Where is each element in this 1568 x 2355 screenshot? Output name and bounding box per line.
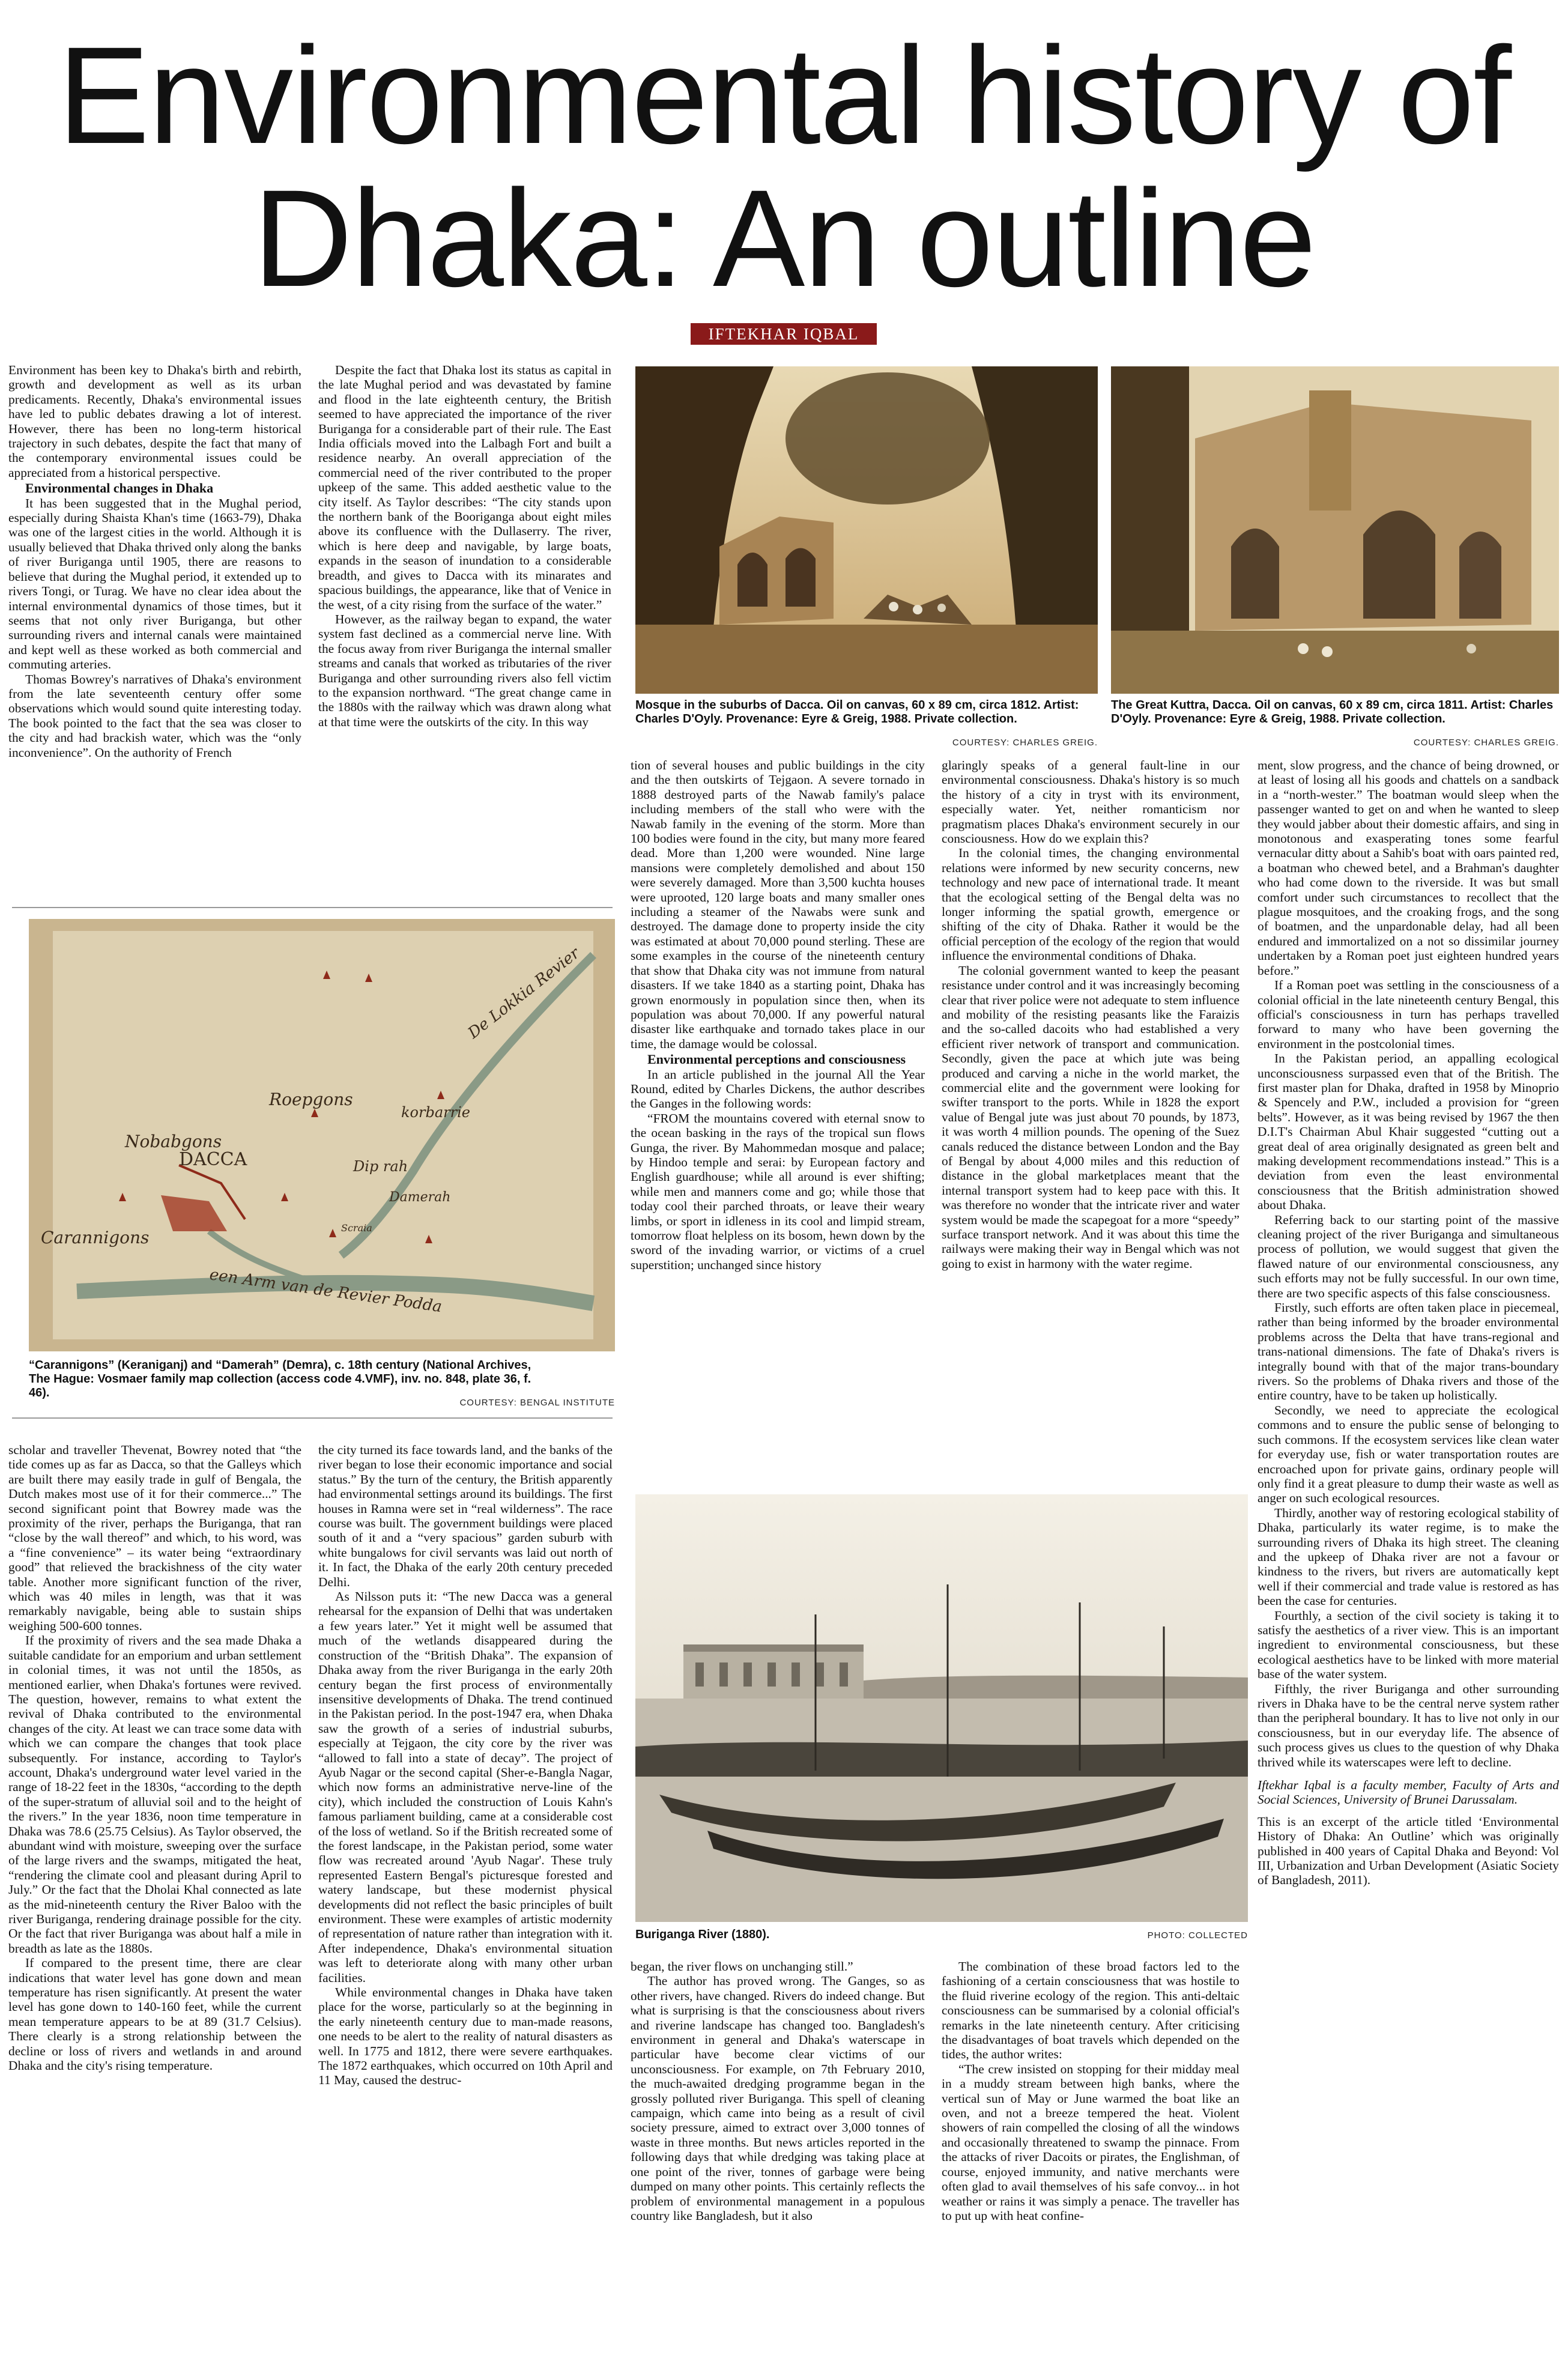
paragraph: Thomas Bowrey's narratives of Dhaka's environment from the late seventeenth century offer some observations which would sound quite interesting today. The book pointed to the fact that the sea was closer to the city and had brackish water, which was the “only inconvenience”. On the authority of French — [8, 671, 301, 760]
map-label-roepgons: Roepgons — [269, 1090, 353, 1109]
headline-line-1: Environmental history of — [57, 18, 1511, 172]
kuttra-caption: The Great Kuttra, Dacca. Oil on canvas, 60 x 89 cm, circa 1811. Artist: Charles D'Oyly. Provenance: Eyre & Greig, 1988. Private collection. — [1111, 699, 1554, 726]
author-bio: Iftekhar Iqbal is a faculty member, Faculty of Arts and Social Sciences, University of Brunei Darussalam. — [1258, 1778, 1559, 1807]
paragraph: Fifthly, the river Buriganga and other surrounding rivers in Dhaka have to be the central nerve system rather than the peripheral boundary. It has to live not only in our consciousness, but in our everyday life. The absence of such process gives us clues to the question of why Dhaka thrived while its waterscapes were left to decline. — [1258, 1681, 1559, 1769]
map-label-arm: een Arm van de Revier Podda — [208, 1265, 443, 1317]
buriganga-photo — [635, 1494, 1248, 1922]
paragraph: If a Roman poet was settling in the consciousness of a colonial official in the late nineteenth century Bengal, this official's consciousness in turn has perhaps travelled forward to many who have been governing the environment in the postcolonial times. — [1258, 978, 1559, 1051]
excerpt-note: This is an excerpt of the article titled ‘Environmental History of Dhaka: An Outline’ which was originally published in 400 years of Capital Dhaka and Beyond: Vol III, Urbanization and Urban Development (Asiatic Society of Bangladesh, 2011). — [1258, 1814, 1559, 1888]
paragraph: “FROM the mountains covered with eternal snow to the ocean basking in the rays of the tropical sun flows Gunga, the river. By Mahommedan mosque and palace; by Hindoo temple and serai: by European factory and English guardhouse; while all around is ever shifting; while men and manners come and go; while those that today cool their parched throats, or leave their weary limbs, or sport in idleness in its cool and limpid stream, tomorrow float helpless on its bosom, hewn down by the sword of the invading warrior, or victims of a cruel superstition; unchanged since history — [631, 1111, 925, 1272]
paragraph: Firstly, such efforts are often taken place in piecemeal, rather than being informed by the broader environmental problems across the Delta that have trans-regional and trans-national dimensions. The fate of Dhaka's rivers is integrally bound with that of the major trans-boundary rivers. So the problems of Dhaka rivers and those of the entire country, have to be taken up holistically. — [1258, 1300, 1559, 1403]
paragraph: tion of several houses and public buildings in the city and the then outskirts of Tejgaon. A severe tornado in 1888 destroyed parts of the Nawab family's palace including members of the stall who were with the Nawab family in the evening of the storm. More than 100 bodies were found in the city, but many more feared dead. More than 1,200 were wounded. Nine large mansions were completely demolished and about 150 were severely damaged. More than 3,500 kuchta houses were uprooted, 120 large boats and many smaller ones including a steamer of the Nawabs were sunk and destroyed. The damage done to property inside the city was estimated at about 70,000 pound sterling. These are some examples in the course of the nineteenth century that show that Dhaka city was not immune from natural disasters. If we take 1840 as a starting point, Dhaka has grown enormously in population since then, when its population was about 70,000. If any powerful natural disaster like earthquake and tornado takes place in our time, the damage would be colossal. — [631, 758, 925, 1051]
paragraph: While environmental changes in Dhaka have taken place for the worse, particularly so at the beginning in the early nineteenth century due to man-made reasons, one needs to be alert to the reality of natural disasters as well. In 1775 and 1812, there were severe earthquakes. The 1872 earthquakes, which occurred on 10th April and 11 May, caused the destruc- — [318, 1985, 613, 2088]
buriganga-caption: Buriganga River (1880). — [635, 1928, 770, 1941]
paragraph: Environment has been key to Dhaka's birth and rebirth, growth and development as well as its urban predicaments. Recently, Dhaka's environmental issues have led to public debates drawing a lot of interest. However, there has been no long-term historical trajectory in such debates, despite the fact that many of the contemporary environmental issues could be appreciated from a historical perspective. — [8, 363, 301, 480]
column-3-top — [631, 758, 925, 1556]
byline: IFTEKHAR IQBAL — [691, 323, 877, 345]
paragraph: Despite the fact that Dhaka lost its status as capital in the late Mughal period and was devastated by famine and flood in the late eighteenth century, the British seemed to have appreciated the importance of the river Buriganga for a considerable part of their rule. The East India officials moved into the Lalbagh Fort and built a residence nearby. An overall appreciation of the commercial need of the river contributed to the proper upkeep of the same. This added aesthetic value to the city itself. As Taylor describes: “The city stands upon the northern bank of the Booriganga about eight miles above its confluence with the Dullaserry. The river, which is here deep and navigable, by large boats, expands in the season of inundation to a considerable breadth, and gives to Dacca with its minarates and spacious buildings, the appearance, like that of Venice in the west, of a city rising from the surface of the water.” — [318, 363, 611, 612]
column-3-bottom — [631, 1959, 925, 2347]
column-4-top — [942, 758, 1240, 1556]
paragraph: If compared to the present time, there are clear indications that water level has gone down and mean temperature has risen significantly. At present the water level has gone down to 140-160 feet, while the current mean temperature appears to be at 89 (31.7 Celsius). There clearly is a strong relationship between the decline or loss of rivers and wetlands in and around Dhaka and the city's rising temperature. — [8, 1956, 301, 2073]
dacca-map — [29, 919, 615, 1351]
column-2-top — [318, 363, 611, 887]
paragraph: The colonial government wanted to keep the peasant resistance under control and it was increasingly becoming clear that river police were not adequate to stem influence and mobility of the resisting peasants like the Faraizis and the so-called dacoits who had established a very efficient river network of transport and communication. Secondly, given the pace at which jute was being produced and carving a niche in the world market, the commercial elite and the government were looking for swifter transport to the ports. While in 1828 the export value of Bengal jute was just about 70 pounds, by 1873, it was worth 4 million pounds. The opening of the Suez canals reduced the distance between London and the Bay of Bengal by about 4,000 miles and this reduction of distance in the global marketplaces meant that the internal transport system had to keep pace with this. It was therefore no wonder that the intricate river and water system would be made the scapegoat for a more “speedy” surface transport network. And it was about this time the railways were making their way in Bengal which was not going to exist in harmony with the water regime. — [942, 963, 1240, 1271]
kuttra-painting-art — [1111, 366, 1559, 694]
dacca-map-art — [29, 919, 615, 1351]
map-credit: COURTESY: BENGAL INSTITUTE — [459, 1398, 615, 1408]
headline — [0, 18, 1568, 315]
paragraph: The combination of these broad factors led to the fashioning of a certain consciousness that was hostile to the fluid riverine ecology of the region. This anti-deltaic consciousness can be summarised by a colonial official's remarks in the late nineteenth century. After criticising the disadvantages of boat travels which depended on the tides, the author writes: — [942, 1959, 1240, 2062]
map-label-dacca: DACCA — [179, 1149, 247, 1170]
column-4-bottom — [942, 1959, 1240, 2347]
kuttra-painting — [1111, 366, 1559, 694]
subheading: Environmental perceptions and consciousness — [647, 1052, 906, 1067]
buriganga-photo-art — [635, 1494, 1248, 1922]
paragraph: If the proximity of rivers and the sea made Dhaka a suitable candidate for an emporium and urban settlement in colonial times, it was not until the 1850s, as mentioned earlier, when Dhaka's fortunes were revived. The question, however, remains to what extent the revival of Dhaka contributed to the environmental changes of the city. At least we can trace some data with which we can compare the changes that took place subsequently. For instance, according to Taylor's account, Dhaka's underground water level varied in the range of 18-22 feet in the 1830s, “according to the depth of the super-stratum of alluvial soil and to the height of the rivers.” In the year 1836, noon time temperature in Dhaka was 78.6 (25.75 Celsius). As Taylor observed, the abundant wind with moisture, sweeping over the surface of the large rivers and the swamps, mitigated the heat, “rendering the climate cool and pleasant during April to July.” Or the fact that the Dholai Khal connected as late as the mid-nineteenth century the River Baloo with the river Buriganga, rendering drainage possible for the city. Or the fact that river Buriganga was about half a mile in breadth as late as the 1880s. — [8, 1633, 301, 1956]
map-label-damerah: Damerah — [389, 1190, 451, 1205]
paragraph: ment, slow progress, and the chance of being drowned, or at least of losing all his goods and chattels on a sandback in a “north-wester.” The boatman would sleep when the passenger wanted to get on and when he wanted to sleep they would jabber about their domestic affairs, and sing in monotonous and exasperating tones some fearful vernacular ditty about a Sahib's boat with oars painted red, a boatman who chewed betel, and a Brahman's daughter who had come down to the riverside. It was but small comfort under such circumstances to recollect that the plague mosquitoes, and the croaking frogs, and the song of boatmen, and the unpardonable delay, had all been endured and immortalized on a not so dissimilar journey undertaken by a Roman poet just eighteen hundred years before.” — [1258, 758, 1559, 978]
column-1-bottom — [8, 1443, 301, 2347]
map-label-korbarrie: korbarrie — [401, 1104, 470, 1121]
paragraph: The author has proved wrong. The Ganges, so as other rivers, have changed. Rivers do indeed change. But what is surprising is that the consciousness about rivers and riverine landscape has changed too. Bangladesh's environment in general and Dhaka's waterscape in particular have become clear victims of our unconsciousness. For example, on 7th February 2010, the much-awaited dredging programme began in the grossly polluted river Buriganga. This spell of cleaning campaign, which came into being as a result of civil society pressure, aimed to extract over 3,000 tonnes of waste in three months. But news articles reported in the following days that while dredging was taking place at one point of the river, tonnes of garbage were being dumped on many other points. This certainly reflects the problem of environmental management in a populous country like Bangladesh, but it also — [631, 1974, 925, 2223]
map-caption: “Carannigons” (Keraniganj) and “Damerah” (Demra), c. 18th century (National Archives, The Hague: Vosmaer family map collection (access code 4.VMF), inv. no. 848, plate 36, f. 46). — [29, 1359, 531, 1399]
map-label-diporah: Dip rah — [353, 1158, 408, 1175]
paragraph: It has been suggested that in the Mughal period, especially during Shaista Khan's time (1663-79), Dhaka was one of the largest cities in the world. Although it is usually believed that Dhaka thrived only along the banks of river Buriganga until 1905, there are reasons to believe that during the Mughal period, it extended up to rivers Tongi, or Turag. We have no clear idea about the internal environmental dynamics of those times, but it seems that not only river Buriganga, but other surrounding rivers and internal canals were maintained and kept well as these worked as both commercial and commuting arteries. — [8, 496, 301, 672]
map-label-lakkia: De Lokkia Revier — [464, 944, 584, 1043]
paragraph: Thirdly, another way of restoring ecological stability of Dhaka, particularly its water regime, is to make the surrounding rivers of Dhaka its high street. The cleaning and the upkeep of Dhaka river are not a favour or kindness to the rivers, but rivers are automatically kept well if their commercial and trade value is restored as has been the case for centuries. — [1258, 1505, 1559, 1608]
mosque-credit: COURTESY: CHARLES GREIG. — [952, 738, 1098, 748]
map-label-carannigons: Carannigons — [41, 1228, 150, 1247]
paragraph: In an article published in the journal All the Year Round, edited by Charles Dickens, the author describes the Ganges in the following words: — [631, 1067, 925, 1111]
map-frame-line — [12, 907, 613, 908]
column-5 — [1258, 758, 1559, 2346]
mosque-painting-art — [635, 366, 1098, 694]
buriganga-credit: PHOTO: COLLECTED — [1147, 1930, 1248, 1941]
paragraph: Referring back to our starting point of the massive cleaning project of the river Buriganga and simultaneous process of pollution, we would suggest that given the flawed nature of our environmental consciousness, any such efforts may not be fully successful. In our own time, there are two specific aspects of this false consciousness. — [1258, 1212, 1559, 1300]
paragraph: scholar and traveller Thevenat, Bowrey noted that “the tide comes up as far as Dacca, so that the Galleys which are built there may easily trade in gulf of Bengala, the Dutch makes most use of it for their commerce...” The second significant point that Bowrey made was the proximity of the river, perhaps the Buriganga, that ran “close by the wall thereof” and which, to his word, was a “fine convenience” – its water being “extraordinary good” that relieved the brackishness of the city water table. Another more significant function of the river, which was 40 miles in length, was that it was remarkably navigable, being able to sustain ships weighing 500-600 tonnes. — [8, 1443, 301, 1633]
paragraph: However, as the railway began to expand, the water system fast declined as a commercial nerve line. With the focus away from river Buriganga the internal smaller streams and canals that worked as tributaries of the river Buriganga and other surrounding rivers also fell victim to the expansion northward. “The great change came in the 1880s with the railway which was drawn along what at that time were the outskirts of the city. In this way — [318, 611, 611, 729]
paragraph: “The crew insisted on stopping for their midday meal in a muddy stream between high banks, where the vertical sun of May or June warmed the boat like an oven, and not a breeze tempered the heat. Violent showers of rain compelled the closing of all the windows and occasionally threatened to swamp the pinnace. From the attacks of river Dacoits or pirates, the Englishman, of course, enjoyed immunity, and native merchants were often glad to avail themselves of his safe convoy... in hot weather or rains it was simply a penace. The traveller has to put up with heat confine- — [942, 2061, 1240, 2223]
headline-line-2: Dhaka: An outline — [253, 161, 1315, 315]
subheading: Environmental changes in Dhaka — [25, 480, 214, 496]
paragraph: In the colonial times, the changing environmental relations were informed by new security concerns, new technology and new pace of international trade. It meant that the ecological setting of the Bengal delta was no longer informing the spatial growth, emergence or shifting of the city of Dhaka. Rather it would be the official perception of the ecology of the region that would influence the environmental conditions of Dhaka. — [942, 846, 1240, 963]
column-1-top — [8, 363, 301, 887]
paragraph: began, the river flows on unchanging still.” — [631, 1959, 853, 1974]
map-label-nobabgons: Nobabgons — [125, 1132, 222, 1151]
paragraph: the city turned its face towards land, and the banks of the river began to lose their economic importance and social status.” By the turn of the century, the British apparently had environmental settings around its buildings. The first houses in Ramna were set in “real wilderness”. The race course was built. The government buildings were placed south of it and a “very spacious” garden suburb with white bungalows for civil servants was laid out north of it. In fact, the Dhaka of the early 20th century preceded Delhi. — [318, 1443, 613, 1589]
paragraph: Secondly, we need to appreciate the ecological commons and to ensure the public sense of belonging to such commons. If the ecosystem services like clean water for everyday use, fish or water transportation routes are encroached upon for private gains, ordinary people will only find it a great pleasure to dump their waste as well as anger on such ecological resources. — [1258, 1402, 1559, 1506]
paragraph: In the Pakistan period, an appalling ecological unconsciousness surpassed even that of the British. The first master plan for Dhaka, drafted in 1958 by Minoprio & Spencely and P.W., included a provision for “green belts”. However, as it was being revised by 1967 the then D.I.T's Chairman Abul Khair suggested “cutting out a great deal of area originally designated as green belt and making development recommendations instead.” This is a deviation from even the least environmental consciousness that the British administration showed about Dhaka. — [1258, 1051, 1559, 1213]
kuttra-credit: COURTESY: CHARLES GREIG. — [1413, 738, 1559, 748]
map-frame-line-bottom — [12, 1417, 613, 1419]
mosque-caption: Mosque in the suburbs of Dacca. Oil on canvas, 60 x 89 cm, circa 1812. Artist: Charles D'Oyly. Provenance: Eyre & Greig, 1988. Private collection. — [635, 699, 1079, 726]
map-label-scrawl: Scraia — [341, 1222, 372, 1234]
mosque-painting — [635, 366, 1098, 694]
paragraph: As Nilsson puts it: “The new Dacca was a general rehearsal for the expansion of Delhi that was undertaken a few years later.” Yet it might well be assumed that much of the wetlands disappeared during the construction of the “British Dhaka”. The expansion of Dhaka away from the river Buriganga in the early 20th century began the first process of environmentally insensitive developments of Dhaka. The trend continued in the Pakistan period. In the post-1947 era, when Dhaka saw the growth of a series of industrial suburbs, especially at Tejgaon, the city core by the river was “allowed to fall into a state of decay”. The project of Ayub Nagar or the second capital (Sher-e-Bangla Nagar, which now forms an administrative nerve-line of the city), which included the construction of Louis Kahn's famous parliament building, came at a considerable cost of the loss of wetland. So if the British recreated some of the forest landscape, in the Pakistan period, some water flow was recreated around 'Ayub Nagar'. These truly represented Eastern Bengal's picturesque forested and watery landscape, but these modernist physical developments did not reflect the basic principles of built environment. These were examples of artistic modernity of representation of nature rather than integration with it. After independence, Dhaka's environmental situation was left to deteriorate along with many other urban facilities. — [318, 1589, 613, 1985]
paragraph: Fourthly, a section of the civil society is taking it to satisfy the aesthetics of a river view. This is an important ingredient to environmental consciousness, but these ecological aesthetics have to be linked with more material base of the water system. — [1258, 1608, 1559, 1682]
column-2-bottom — [318, 1443, 613, 2347]
paragraph: glaringly speaks of a general fault-line in our environmental consciousness. Dhaka's history is so much the history of a city in tryst with its environment, especially water. Yet, neither romanticism nor pragmatism places Dhaka's environment securely in our consciousness. How do we explain this? — [942, 758, 1240, 846]
